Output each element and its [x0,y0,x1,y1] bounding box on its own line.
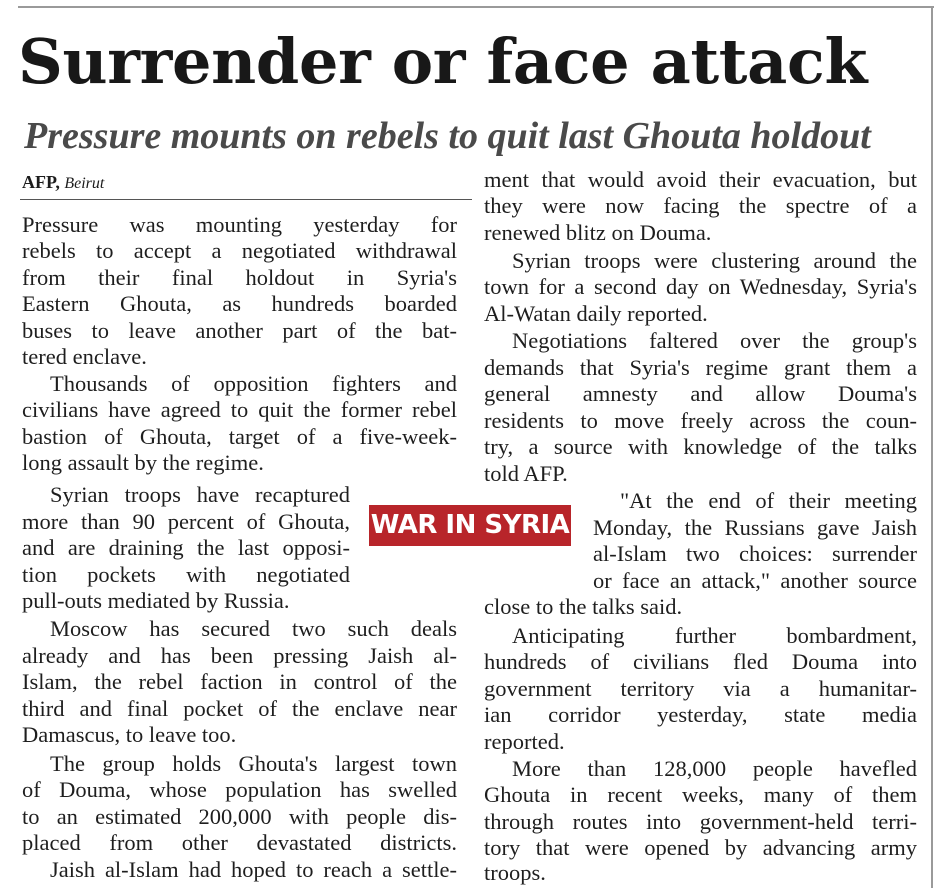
body-line: demands that Syria's regime grant them a [484,355,917,380]
body-line: Anticipating further bombardment, [512,623,917,648]
body-line: more than 90 percent of Ghouta, [22,509,350,534]
top-rule [18,6,934,8]
body-line: they were now facing the spectre of a [484,193,917,218]
body-line: Eastern Ghouta, as hundreds boarded [22,291,457,316]
body-line: Syrian troops have recaptured [50,482,350,507]
dateline-agency: AFP, [22,172,60,192]
body-line: and are draining the last opposi- [22,535,350,560]
body-line: Thousands of opposition fighters and [50,371,457,396]
body-line: The group holds Ghouta's largest town [50,751,457,776]
dateline [22,170,104,196]
body-line: buses to leave another part of the bat- [22,318,457,343]
body-line: tion pockets with negotiated [22,562,350,587]
right-column-rule [931,6,933,888]
dateline-city: Beirut [64,175,105,192]
body-line: from their final holdout in Syria's [22,265,457,290]
body-line: Moscow has secured two such deals [50,616,457,641]
body-line: residents to move freely across the coun- [484,408,917,433]
body-line: tory that were opened by advancing army [484,835,917,860]
body-line: pull-outs mediated by Russia. [22,588,290,613]
body-line: general amnesty and allow Douma's [484,381,917,406]
body-line: Jaish al-Islam had hoped to reach a settle- [50,857,457,882]
byline-rule [20,199,472,200]
body-line: Islam, the rebel faction in control of the [22,669,457,694]
body-line: renewed blitz on Douma. [484,220,712,245]
headline: Surrender or face attack [18,25,868,98]
body-line: Al-Watan daily reported. [484,301,708,326]
body-line: Pressure was mounting yesterday for [22,212,457,237]
body-line: "At the end of their meeting [620,488,917,513]
subheadline: Pressure mounts on rebels to quit last Ghouta holdout [24,115,871,157]
body-line: through routes into government-held terri- [484,809,917,834]
body-line: to an estimated 200,000 with people dis- [22,804,457,829]
body-line: hundreds of civilians fled Douma into [484,649,917,674]
body-line: troops. [484,860,546,885]
body-line: placed from other devastated districts. [22,830,457,855]
body-line: already and has been pressing Jaish al- [22,643,457,668]
body-line: ian corridor yesterday, state media [484,702,917,727]
body-line: tered enclave. [22,344,147,369]
body-line: town for a second day on Wednesday, Syria's [484,274,917,299]
body-line: reported. [484,729,565,754]
body-line: government territory via a humanitar- [484,676,917,701]
body-line: rebels to accept a negotiated withdrawal [22,238,457,263]
body-line: long assault by the regime. [22,450,264,475]
body-line: or face an attack," another source [593,568,917,593]
body-line: try, a source with knowledge of the talks [484,434,917,459]
body-line: More than 128,000 people havefled [512,756,917,781]
body-line: third and final pocket of the enclave near [22,696,457,721]
body-line: Negotiations faltered over the group's [512,328,917,353]
body-line: close to the talks said. [484,594,683,619]
body-line: Monday, the Russians gave Jaish [593,515,917,540]
body-line: told AFP. [484,461,568,486]
body-line: Ghouta in recent weeks, many of them [484,782,917,807]
body-line: Damascus, to leave too. [22,722,237,747]
body-line: civilians have agreed to quit the former rebel [22,397,457,422]
body-line: bastion of Ghouta, target of a five-week- [22,424,457,449]
body-line: of Douma, whose population has swelled [22,777,457,802]
body-line: Syrian troops were clustering around the [512,248,917,273]
body-line: ment that would avoid their evacuation, but [484,167,917,192]
body-line: al-Islam two choices: surrender [593,541,917,566]
war-in-syria-badge: WAR IN SYRIA [369,505,571,546]
